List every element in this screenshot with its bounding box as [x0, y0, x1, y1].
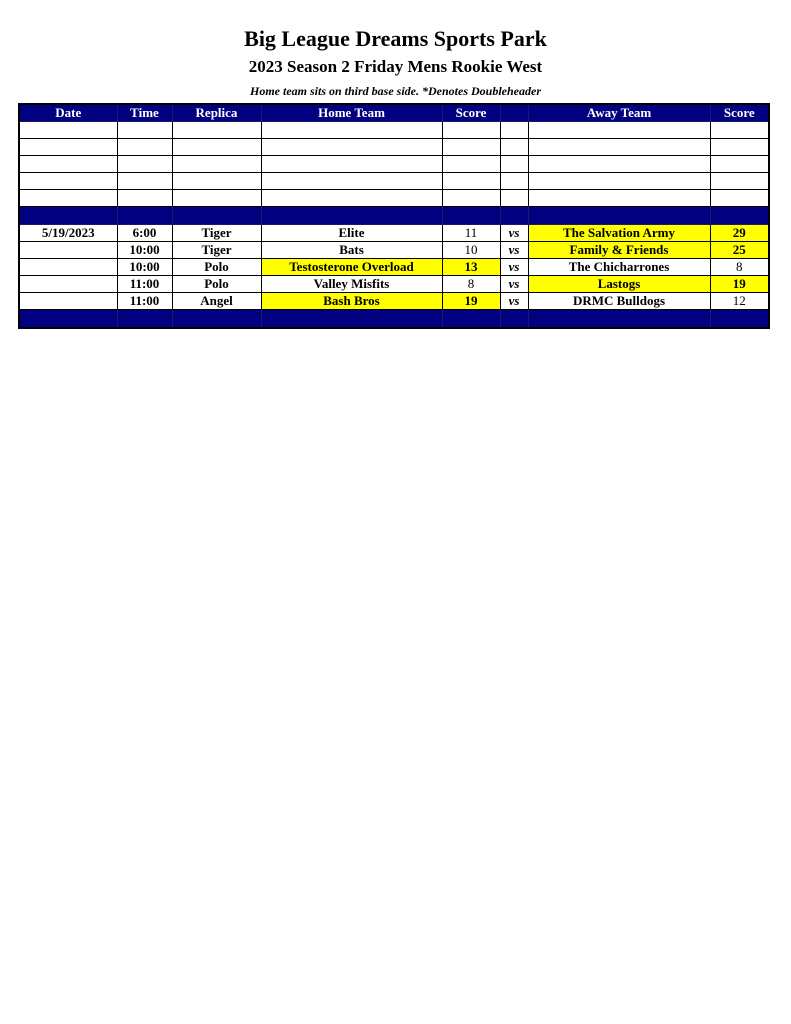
game-field: Tiger	[172, 242, 261, 259]
col-header-away-score: Score	[710, 104, 769, 122]
away-team: Lastogs	[528, 276, 710, 293]
empty-row	[19, 173, 769, 190]
header-row	[19, 104, 769, 122]
game-field: Angel	[172, 293, 261, 310]
game-field: Polo	[172, 276, 261, 293]
away-score: 12	[710, 293, 769, 310]
home-score: 10	[442, 242, 500, 259]
away-score: 8	[710, 259, 769, 276]
empty-row	[19, 139, 769, 156]
away-team: The Chicharrones	[528, 259, 710, 276]
page-subtitle: 2023 Season 2 Friday Mens Rookie West	[248, 57, 543, 76]
col-header-replica: Replica	[172, 104, 261, 122]
home-team: Bash Bros	[261, 293, 442, 310]
col-header-vs	[500, 104, 528, 122]
game-date	[19, 276, 117, 293]
vs-label: vs	[500, 276, 528, 293]
game-time: 11:00	[117, 276, 172, 293]
game-row	[19, 293, 769, 310]
game-field: Tiger	[172, 225, 261, 242]
game-field: Polo	[172, 259, 261, 276]
home-team: Bats	[261, 242, 442, 259]
home-score: 8	[442, 276, 500, 293]
page-title: Big League Dreams Sports Park	[244, 26, 547, 51]
empty-row	[19, 156, 769, 173]
vs-label: vs	[500, 225, 528, 242]
schedule-note: Home team sits on third base side. *Denotes Doubleheader	[250, 84, 541, 98]
footer-band	[19, 310, 769, 329]
home-team: Testosterone Overload	[261, 259, 442, 276]
home-team: Valley Misfits	[261, 276, 442, 293]
away-team: DRMC Bulldogs	[528, 293, 710, 310]
game-date	[19, 293, 117, 310]
col-header-away-team: Away Team	[528, 104, 710, 122]
game-time: 6:00	[117, 225, 172, 242]
game-date	[19, 259, 117, 276]
col-header-time: Time	[117, 104, 172, 122]
game-row	[19, 242, 769, 259]
away-team: Family & Friends	[528, 242, 710, 259]
game-time: 10:00	[117, 242, 172, 259]
schedule-table	[18, 103, 770, 329]
home-score: 19	[442, 293, 500, 310]
vs-label: vs	[500, 259, 528, 276]
home-team: Elite	[261, 225, 442, 242]
col-header-home-score: Score	[442, 104, 500, 122]
game-row	[19, 276, 769, 293]
home-score: 11	[442, 225, 500, 242]
home-score: 13	[442, 259, 500, 276]
empty-row	[19, 122, 769, 139]
game-date: 5/19/2023	[19, 225, 117, 242]
game-row	[19, 225, 769, 242]
away-team: The Salvation Army	[528, 225, 710, 242]
empty-row	[19, 190, 769, 207]
vs-label: vs	[500, 293, 528, 310]
away-score: 19	[710, 276, 769, 293]
game-time: 10:00	[117, 259, 172, 276]
col-header-date: Date	[19, 104, 117, 122]
game-row	[19, 259, 769, 276]
away-score: 25	[710, 242, 769, 259]
game-time: 11:00	[117, 293, 172, 310]
vs-label: vs	[500, 242, 528, 259]
divider-band	[19, 207, 769, 225]
col-header-home-team: Home Team	[261, 104, 442, 122]
away-score: 29	[710, 225, 769, 242]
game-date	[19, 242, 117, 259]
